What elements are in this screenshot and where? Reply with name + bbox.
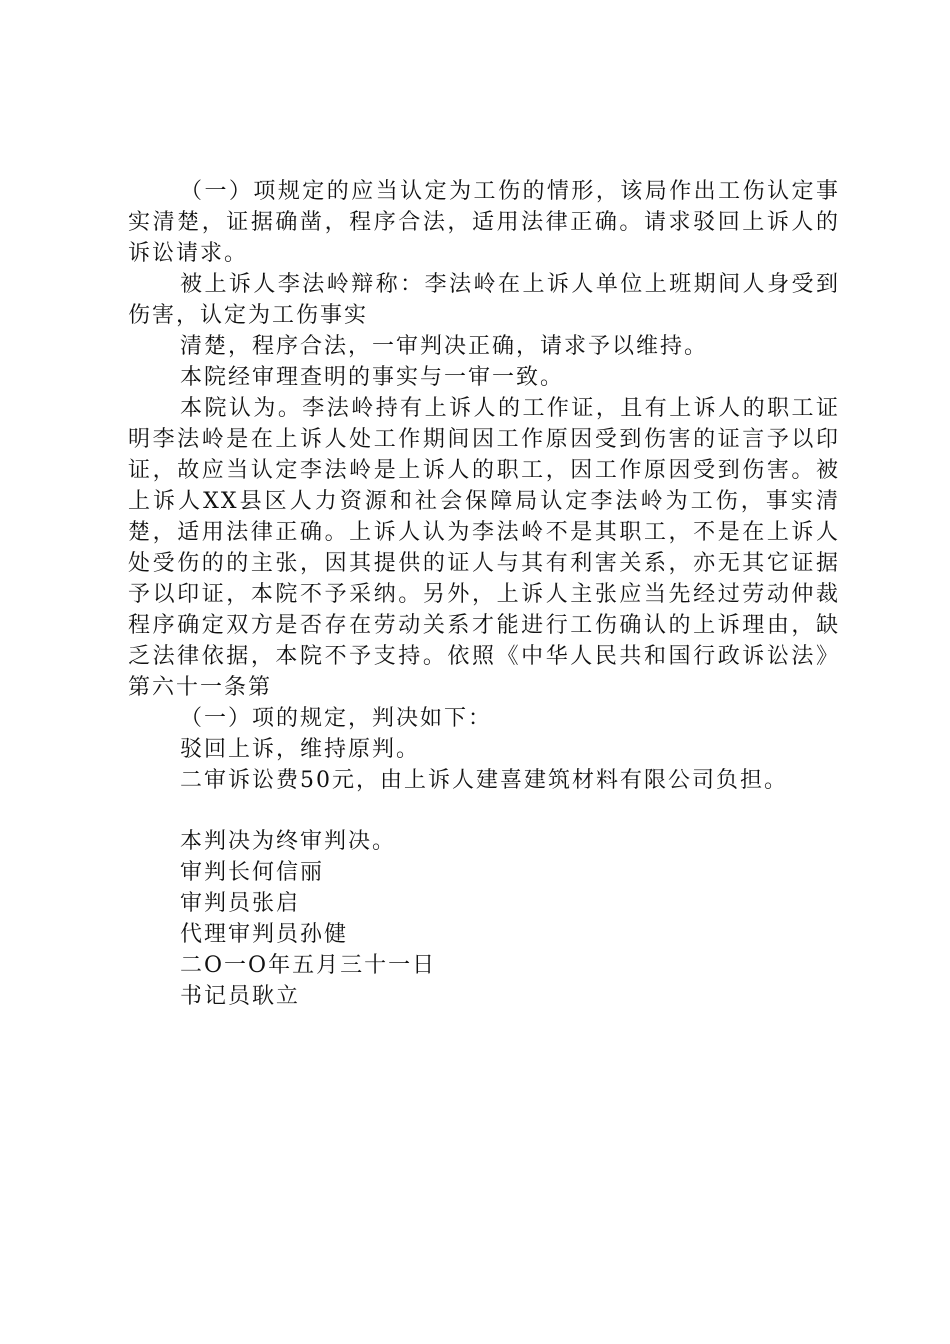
paragraph-2: 被上诉人李法岭辩称：李法岭在上诉人单位上班期间人身受到伤害，认定为工伤事实 [128,272,840,328]
closing-judge: 审判员张启 [180,891,301,916]
section-gap [128,796,840,826]
closing-final-judgment: 本判决为终审判决。 [180,829,397,854]
closing-clerk: 书记员耿立 [180,984,301,1009]
paragraph-6: （一）项的规定，判决如下： [180,706,493,731]
paragraph-4: 本院经审理查明的事实与一审一致。 [180,365,565,390]
document-body [128,176,840,1012]
paragraph-8: 二审诉讼费50元，由上诉人建喜建筑材料有限公司负担。 [180,768,788,793]
paragraph-3: 清楚，程序合法，一审判决正确，请求予以维持。 [180,334,709,359]
closing-acting-judge: 代理审判员孙健 [180,922,349,947]
paragraph-7: 驳回上诉，维持原判。 [180,737,421,762]
closing-presiding-judge: 审判长何信丽 [180,860,325,885]
paragraph-1: （一）项规定的应当认定为工伤的情形，该局作出工伤认定事实清楚，证据确凿，程序合法，适用法律正确。请求驳回上诉人的诉讼请求。 [128,179,840,266]
paragraph-5: 本院认为。李法岭持有上诉人的工作证，且有上诉人的职工证明李法岭是在上诉人处工作期间因工作原因受到伤害的证言予以印证，故应当认定李法岭是上诉人的职工，因工作原因受到伤害。被上诉人XX县区人力资源和社会保障局认定李法岭为工伤，事实清楚，适用法律正确。上诉人认为李法岭不是其职工，不是在上诉人处受伤的的主张，因其提供的证人与其有利害关系，亦无其它证据予以印证，本院不予采纳。另外，上诉人主张应当先经过劳动仲裁程序确定双方是否存在劳动关系才能进行工伤确认的上诉理由，缺乏法律依据，本院不予支持。依照《中华人民共和国行政诉讼法》第六十一条第 [128,396,840,700]
closing-date: 二O一O年五月三十一日 [180,953,437,978]
